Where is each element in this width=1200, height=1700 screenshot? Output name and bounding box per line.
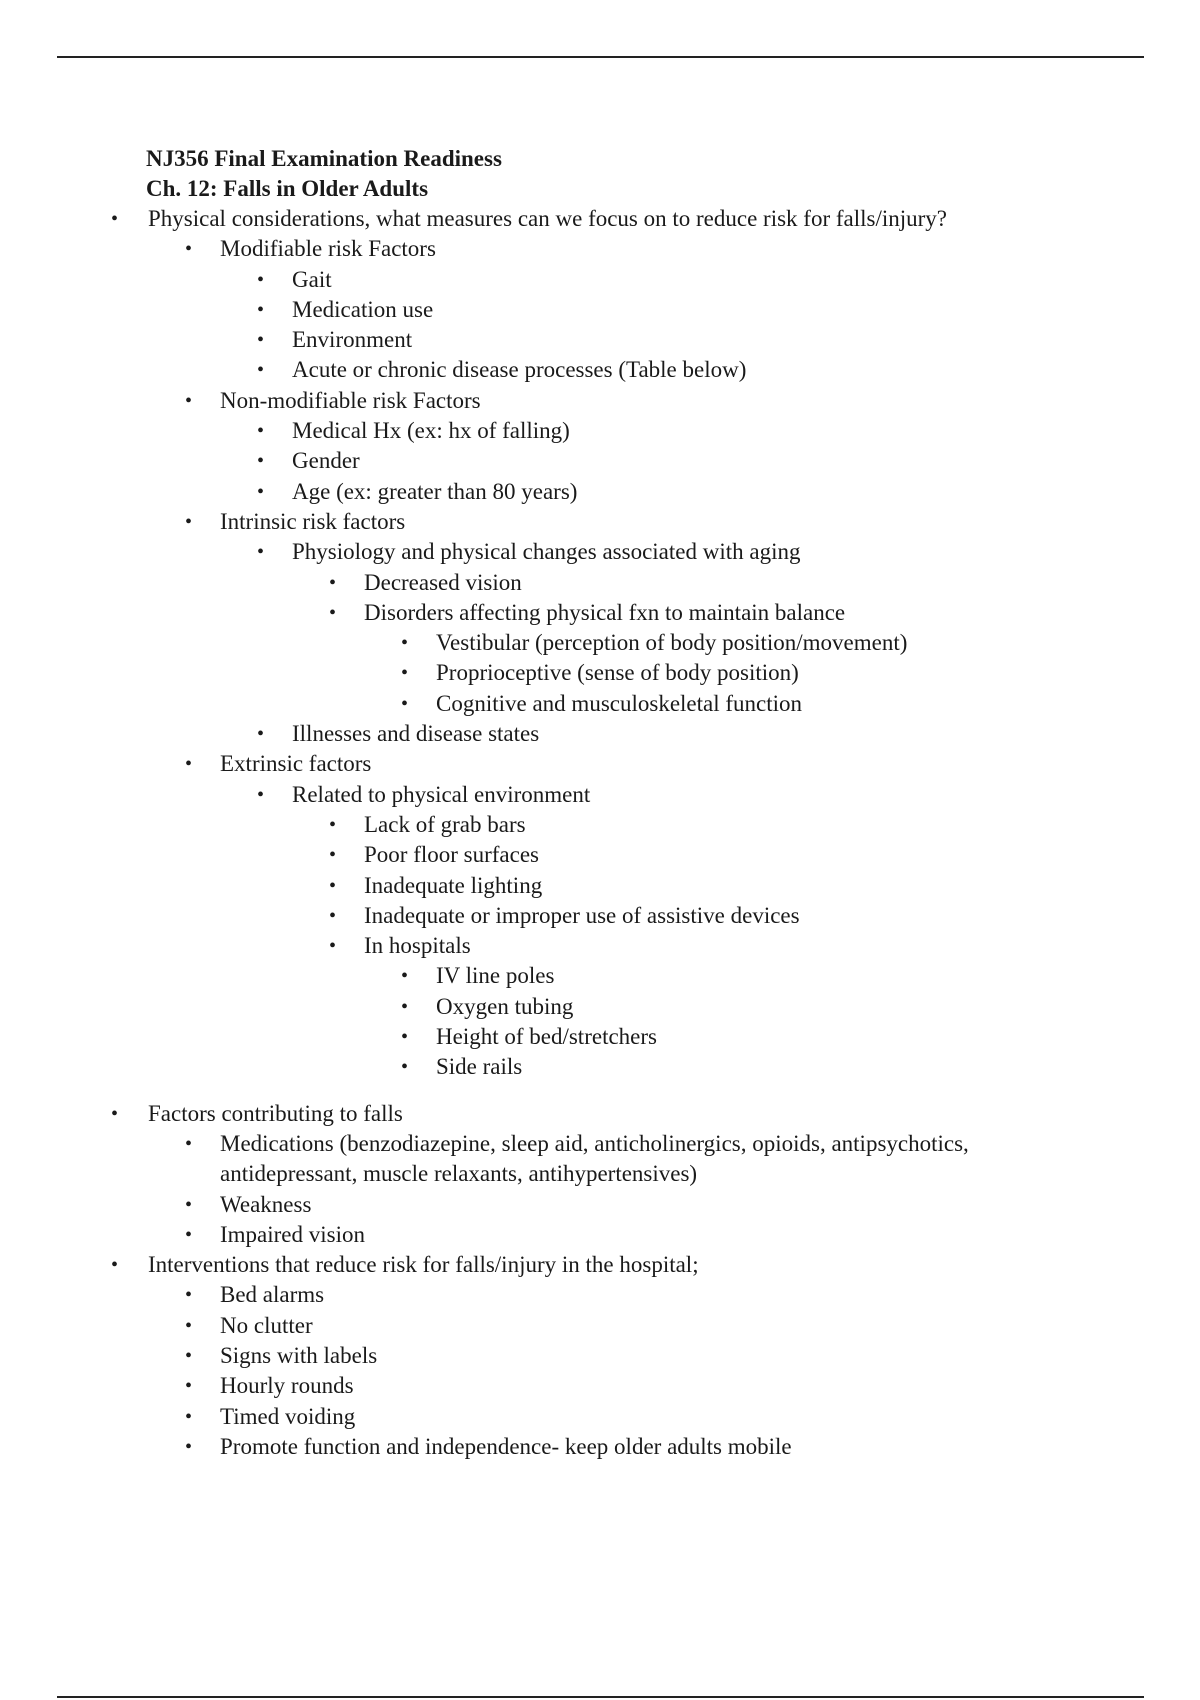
nonmodifiable-list bbox=[220, 416, 1106, 507]
list-item: • IV line poles bbox=[364, 961, 1106, 991]
list-item: • Environment bbox=[220, 325, 1106, 355]
chapter-heading: Ch. 12: Falls in Older Adults bbox=[146, 176, 429, 201]
list-item: • Signs with labels bbox=[148, 1341, 1106, 1371]
list-item: • No clutter bbox=[148, 1311, 1106, 1341]
environment-list bbox=[292, 810, 1106, 1083]
list-item: • Height of bed/stretchers bbox=[364, 1022, 1106, 1052]
list-item: • Impaired vision bbox=[148, 1220, 1106, 1250]
list-item: • Poor floor surfaces bbox=[292, 840, 1106, 870]
document-body bbox=[146, 144, 1106, 1462]
list-item: • Oxygen tubing bbox=[364, 992, 1106, 1022]
physical-sublist bbox=[148, 234, 1106, 1082]
list-item: • Medications (benzodiazepine, sleep aid, anticholinergics, opioids, antipsychotics, antidepressant, muscle relaxants, antihypertensives) bbox=[148, 1129, 1020, 1190]
list-item: • Medication use bbox=[220, 295, 1106, 325]
main-list bbox=[76, 204, 1106, 1462]
list-item-physical bbox=[76, 204, 1106, 1083]
modifiable-label: Modifiable risk Factors bbox=[220, 236, 436, 262]
list-item-interventions bbox=[76, 1250, 1106, 1462]
list-item-factors bbox=[76, 1099, 1106, 1250]
list-item-environment bbox=[220, 780, 1106, 1083]
interventions-list bbox=[148, 1280, 1106, 1462]
list-item: • Vestibular (perception of body position/movement) bbox=[364, 628, 1106, 658]
list-item: • Inadequate lighting bbox=[292, 871, 1106, 901]
physiology-list bbox=[292, 568, 1106, 719]
environment-label: Related to physical environment bbox=[292, 781, 591, 807]
disorders-label: Disorders affecting physical fxn to maintain balance bbox=[364, 599, 846, 625]
intrinsic-label: Intrinsic risk factors bbox=[220, 508, 406, 534]
list-item: • Illnesses and disease states bbox=[220, 719, 1106, 749]
list-item-intrinsic bbox=[148, 507, 1106, 749]
extrinsic-label: Extrinsic factors bbox=[220, 751, 372, 777]
list-item-extrinsic bbox=[148, 749, 1106, 1082]
list-item: • Inadequate or improper use of assistive devices bbox=[292, 901, 1106, 931]
list-item: • Cognitive and musculoskeletal function bbox=[364, 689, 1106, 719]
nonmodifiable-label: Non-modifiable risk Factors bbox=[220, 387, 481, 413]
top-rule bbox=[57, 56, 1144, 58]
list-item-disorders bbox=[292, 598, 1106, 719]
list-item: • Side rails bbox=[364, 1052, 1106, 1082]
list-item: • Medical Hx (ex: hx of falling) bbox=[220, 416, 1106, 446]
list-item: • Promote function and independence- keep older adults mobile bbox=[148, 1432, 1106, 1462]
hospital-list bbox=[364, 961, 1106, 1082]
interventions-label: Interventions that reduce risk for falls/injury in the hospital; bbox=[148, 1252, 699, 1278]
balance-list bbox=[364, 628, 1106, 719]
list-item: • Timed voiding bbox=[148, 1402, 1106, 1432]
list-item: • Weakness bbox=[148, 1190, 1106, 1220]
factors-label: Factors contributing to falls bbox=[148, 1100, 403, 1126]
list-item-modifiable bbox=[148, 234, 1106, 385]
bottom-rule bbox=[57, 1696, 1144, 1698]
list-item-hospitals bbox=[292, 931, 1106, 1082]
list-item: • Proprioceptive (sense of body position) bbox=[364, 658, 1106, 688]
list-item-nonmodifiable bbox=[148, 386, 1106, 507]
modifiable-list bbox=[220, 265, 1106, 386]
list-item: • Gait bbox=[220, 265, 1106, 295]
hospitals-label: In hospitals bbox=[364, 933, 471, 959]
physiology-label: Physiology and physical changes associated with aging bbox=[292, 539, 801, 565]
list-item: • Bed alarms bbox=[148, 1280, 1106, 1310]
list-item: • Age (ex: greater than 80 years) bbox=[220, 477, 1106, 507]
list-item: • Acute or chronic disease processes (Table below) bbox=[220, 355, 1106, 385]
list-item: • Hourly rounds bbox=[148, 1371, 1106, 1401]
list-item: • Gender bbox=[220, 446, 1106, 476]
physical-label: Physical considerations, what measures can we focus on to reduce risk for falls/injury? bbox=[148, 206, 948, 231]
document-title: NJ356 Final Examination Readiness bbox=[146, 146, 502, 171]
list-item: • Lack of grab bars bbox=[292, 810, 1106, 840]
factors-list bbox=[148, 1129, 1106, 1250]
extrinsic-list bbox=[220, 780, 1106, 1083]
list-item-physiology bbox=[220, 537, 1106, 719]
list-item: • Decreased vision bbox=[292, 568, 1106, 598]
intrinsic-list bbox=[220, 537, 1106, 749]
